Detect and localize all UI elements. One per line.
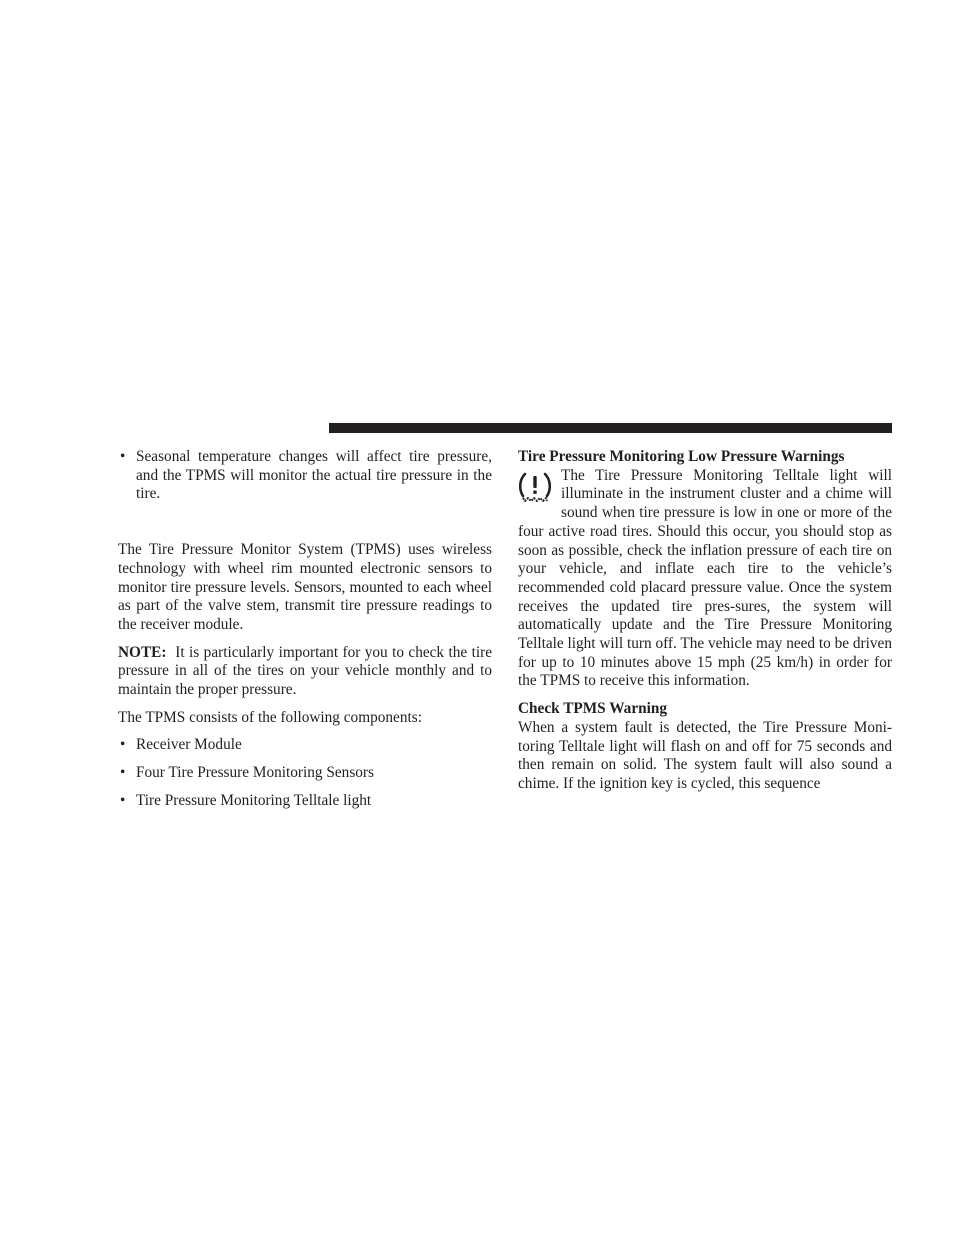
list-item — [118, 448, 492, 504]
bullet-dot: • — [120, 791, 126, 809]
component-receiver-module: Receiver Module — [136, 736, 242, 754]
left-column — [118, 448, 492, 811]
note-label: NOTE: — [118, 643, 167, 661]
tpms-warning-icon — [518, 470, 552, 504]
tpms-intro-paragraph: The Tire Pressure Monitor System (TPMS) uses wireless technology with wheel rim mounted electronic sensors to monitor tire pressure levels. Sensors, mounted to each wheel as part of the valve stem, transmit tire pressure readings to the receiver module. — [118, 541, 492, 633]
component-sensors: Four Tire Pressure Monitoring Sensors — [136, 764, 374, 782]
section-header-rule — [329, 423, 892, 433]
list-item — [118, 792, 492, 811]
components-intro: The TPMS consists of the following components: — [118, 708, 422, 726]
heading-check-tpms-warning: Check TPMS Warning — [518, 700, 668, 718]
bullet-dot: • — [120, 736, 126, 754]
component-telltale-light: Tire Pressure Monitoring Telltale light — [136, 791, 372, 809]
low-pressure-text: The Tire Pressure Monitoring Telltale light will illuminate in the instrument cluster and a chime will sound when tire pressure is low in one or more of the four active road tires. Should this occur, you should stop as soon as possible, check the inflation pressure of each tire on your vehicle, and inflate each tire to the vehicle’s recommended cold placard pressure value. Once the system receives the updated tire pres-sures, the system will automatically update and the Tire Pressure Monitoring Telltale light will turn off. The vehicle may need to be driven for up to 10 minutes above 15 mph (25 km/h) in order for the TPMS to receive this information. — [518, 466, 892, 690]
right-column — [518, 448, 892, 794]
note-text: It is particularly important for you to check the tire pressure in all of the tires on your vehicle monthly and to maintain the proper pressure. — [118, 643, 492, 699]
list-item — [118, 764, 492, 783]
heading-low-pressure-warnings: Tire Pressure Monitoring Low Pressure Warnings — [518, 448, 845, 465]
bullet-dot: • — [120, 764, 126, 782]
bullet-dot: • — [120, 448, 126, 465]
note-paragraph — [118, 644, 492, 700]
low-pressure-paragraph — [518, 467, 892, 691]
check-tpms-paragraph: When a system fault is detected, the Tire Pressure Moni-toring Telltale light will flash on and off for 75 seconds and then remain on solid. The system fault will also sound a chime. If the ignition key is cycled, this sequence — [518, 718, 892, 792]
bullet-seasonal-text: Seasonal temperature changes will affect tire pressure, and the TPMS will monitor the actual tire pressure in the tire. — [136, 448, 492, 503]
list-item — [118, 736, 492, 755]
